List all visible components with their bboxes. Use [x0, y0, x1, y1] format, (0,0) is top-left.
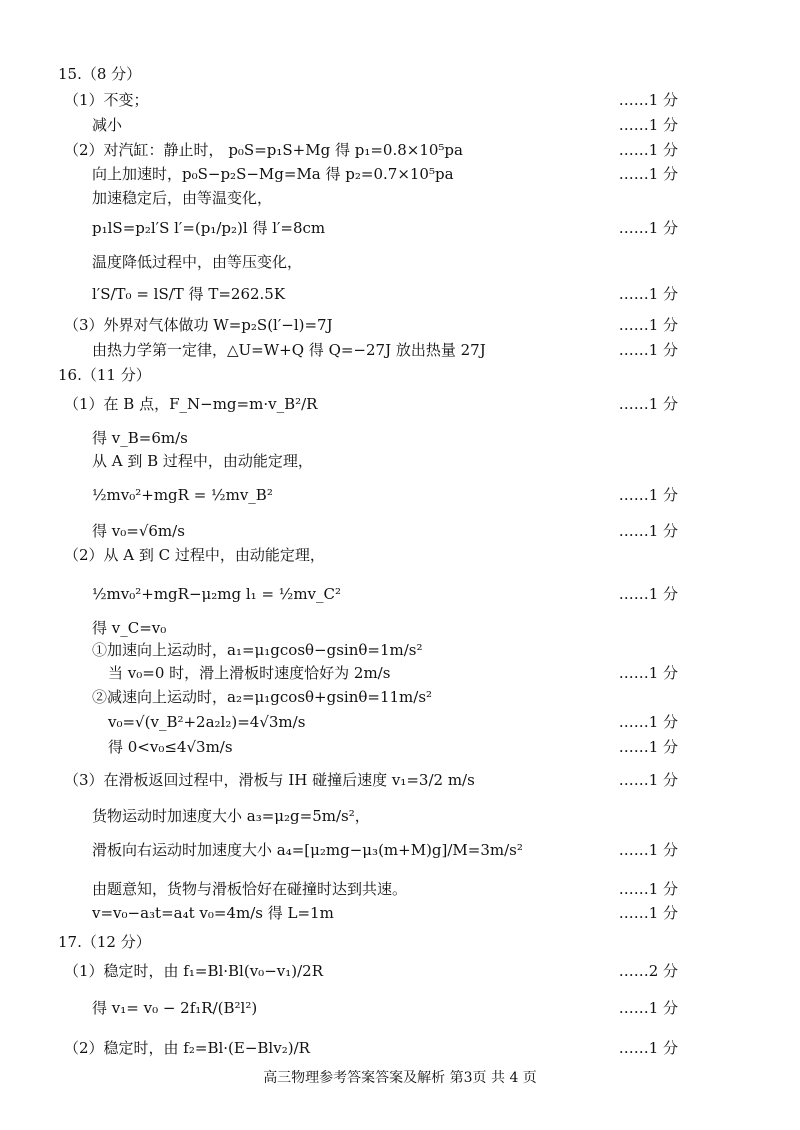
score-marker: ……2 分	[618, 962, 678, 980]
answer-text: 由题意知，货物与滑板恰好在碰撞时达到共速。	[92, 880, 408, 898]
answer-text: （2）从 A 到 C 过程中，由动能定理，	[64, 546, 325, 564]
answer-text: 减小	[92, 116, 123, 134]
answer-text: v₀=√(v_B²+2a₂l₂)=4√3m/s	[108, 713, 306, 731]
score-marker: ……1 分	[618, 165, 678, 183]
answer-text: 15.（8 分）	[58, 65, 142, 83]
answer-text: 货物运动时加速度大小 a₃=μ₂g=5m/s²，	[92, 807, 370, 825]
answer-line	[0, 638, 800, 662]
answer-text: 17.（12 分）	[58, 933, 151, 951]
score-marker: ……1 分	[618, 585, 678, 603]
answer-text: （2）稳定时，由 f₂=Bl·(E−Blv₂)/R	[64, 1039, 310, 1057]
answer-line	[0, 838, 800, 862]
answer-text: 由热力学第一定律，△U=W+Q 得 Q=−27J 放出热量 27J	[92, 341, 486, 359]
answer-text: 得 v_C=v₀	[92, 619, 167, 637]
answer-text: ½mv₀²+mgR = ½mv_B²	[92, 486, 273, 504]
answer-text: 加速稳定后，由等温变化，	[92, 189, 273, 207]
answer-text: ½mv₀²+mgR−μ₂mg l₁ = ½mv_C²	[92, 585, 342, 603]
answer-text: v=v₀−a₃t=a₄t v₀=4m/s 得 L=1m	[92, 904, 334, 922]
answer-line	[0, 996, 800, 1020]
answer-line	[0, 62, 800, 86]
answer-line	[0, 88, 800, 112]
score-marker: ……1 分	[618, 116, 678, 134]
score-marker: ……1 分	[618, 341, 678, 359]
answer-line	[0, 710, 800, 734]
answer-line	[0, 519, 800, 543]
answer-line	[0, 363, 800, 387]
score-marker: ……1 分	[618, 219, 678, 237]
answer-line	[0, 804, 800, 828]
answer-text: 得 v_B=6m/s	[92, 429, 188, 447]
score-marker: ……1 分	[618, 285, 678, 303]
answer-line	[0, 186, 800, 210]
answer-text: （1）稳定时，由 f₁=Bl·Bl(v₀−v₁)/2R	[64, 962, 323, 980]
answer-line	[0, 113, 800, 137]
score-marker: ……1 分	[618, 771, 678, 789]
score-marker: ……1 分	[618, 841, 678, 859]
answer-text: 得 v₁= v₀ − 2f₁R/(B²l²)	[92, 999, 258, 1017]
answer-line	[0, 685, 800, 709]
answer-text: p₁lS=p₂l′S l′=(p₁/p₂)l 得 l′=8cm	[92, 219, 326, 237]
answer-text: l′S/T₀ = lS/T 得 T=262.5K	[92, 285, 286, 303]
answer-text: 16.（11 分）	[58, 366, 151, 384]
answer-line	[0, 138, 800, 162]
answer-text: （1）不变；	[64, 91, 149, 109]
answer-line	[0, 483, 800, 507]
answer-line	[0, 959, 800, 983]
answer-text: （2）对汽缸：静止时， p₀S=p₁S+Mg 得 p₁=0.8×10⁵pa	[64, 141, 463, 159]
answer-line	[0, 216, 800, 240]
answer-text: 得 0<v₀≤4√3m/s	[108, 738, 233, 756]
answer-text: 从 A 到 B 过程中，由动能定理，	[92, 452, 313, 470]
score-marker: ……1 分	[618, 316, 678, 334]
score-marker: ……1 分	[618, 1039, 678, 1057]
answer-line	[0, 162, 800, 186]
score-marker: ……1 分	[618, 999, 678, 1017]
answer-line	[0, 735, 800, 759]
answer-line	[0, 426, 800, 450]
score-marker: ……1 分	[618, 522, 678, 540]
answer-line	[0, 877, 800, 901]
answer-line	[0, 313, 800, 337]
answer-line	[0, 901, 800, 925]
answer-line	[0, 449, 800, 473]
answer-line	[0, 250, 800, 274]
score-marker: ……1 分	[618, 880, 678, 898]
answer-line	[0, 661, 800, 685]
answer-line	[0, 392, 800, 416]
answer-text: （3）在滑板返回过程中，滑板与 IH 碰撞后速度 v₁=3/2 m/s	[64, 771, 475, 789]
answer-line	[0, 543, 800, 567]
answer-text: 滑板向右运动时加速度大小 a₄=[μ₂mg−μ₃(m+M)g]/M=3m/s²	[92, 841, 523, 859]
score-marker: ……1 分	[618, 141, 678, 159]
answer-text: ②减速向上运动时，a₂=μ₁gcosθ+gsinθ=11m/s²	[92, 688, 433, 706]
score-marker: ……1 分	[618, 91, 678, 109]
answer-line	[0, 768, 800, 792]
score-marker: ……1 分	[618, 904, 678, 922]
answer-text: ①加速向上运动时，a₁=μ₁gcosθ−gsinθ=1m/s²	[92, 641, 423, 659]
answer-text: （3）外界对气体做功 W=p₂S(l′−l)=7J	[64, 316, 333, 334]
answer-text: 向上加速时，p₀S−p₂S−Mg=Ma 得 p₂=0.7×10⁵pa	[92, 165, 454, 183]
answer-text: （1）在 B 点，F_N−mg=m·v_B²/R	[64, 395, 318, 413]
answer-text: 当 v₀=0 时，滑上滑板时速度恰好为 2m/s	[108, 664, 391, 682]
score-marker: ……1 分	[618, 486, 678, 504]
score-marker: ……1 分	[618, 713, 678, 731]
answer-text: 温度降低过程中，由等压变化，	[92, 253, 303, 271]
page-footer: 高三物理参考答案答案及解析 第3页 共 4 页	[263, 1070, 537, 1086]
answer-line	[0, 1036, 800, 1060]
answer-line	[0, 582, 800, 606]
answer-text: 得 v₀=√6m/s	[92, 522, 185, 540]
answer-line	[0, 338, 800, 362]
score-marker: ……1 分	[618, 395, 678, 413]
score-marker: ……1 分	[618, 738, 678, 756]
answer-line	[0, 930, 800, 954]
answer-line	[0, 282, 800, 306]
answer-line	[0, 616, 800, 640]
score-marker: ……1 分	[618, 664, 678, 682]
